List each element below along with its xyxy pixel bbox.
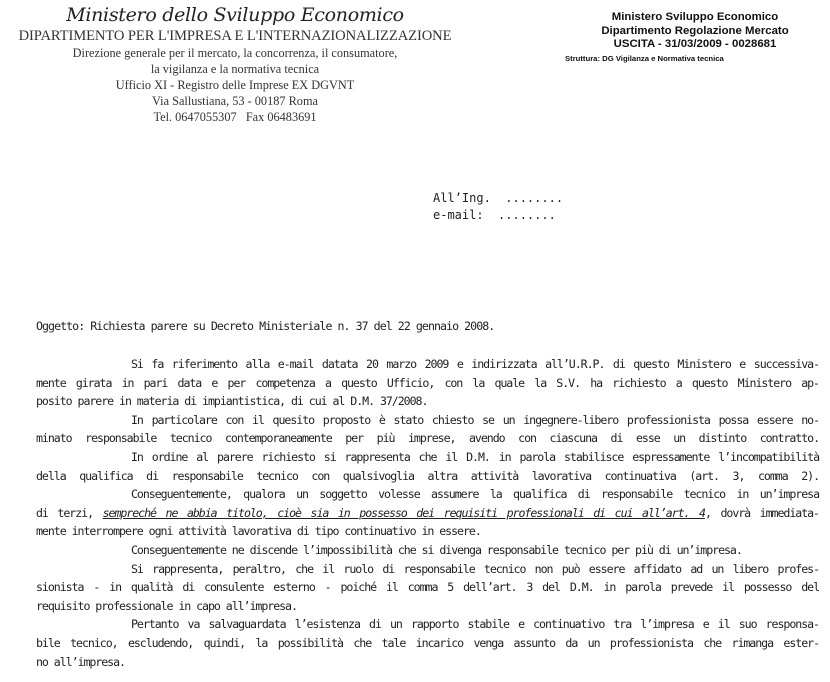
paragraph-line: no all’impresa. [36,654,125,669]
ministry-name: Ministero dello Sviluppo Economico [66,4,404,26]
paragraph-5 [36,541,819,560]
office-name: Ufficio XI - Registro delle Imprese EX DGVNT [115,78,355,92]
emphasized-clause: sempreché ne abbia titolo, cioè sia in possesso dei requisiti professionali di cui all’art. 4 [102,505,705,520]
paragraph-line: mente interrompere ogni attività lavorativa di tipo continuativo in essere. [36,524,481,539]
paragraph-3 [36,448,819,485]
protocol-line-1: Ministero Sviluppo Economico [611,11,779,23]
paragraph-line: requisito professionale in capo all’impresa. [36,598,297,613]
recipient-name: All’Ing. ........ [433,191,564,205]
paragraph-line: Conseguentemente, qualora un soggetto volesse assumere la qualifica di responsabile tecnico in un’impresa [131,487,819,502]
paragraph-line: sionista - in qualità di consulente esterno - poiché il comma 5 dell’art. 3 del D.M. in parola prevede il possesso del [36,580,819,595]
protocol-structure: Struttura: DG Vigilanza e Normativa tecnica [565,53,724,63]
subject-line: Oggetto: Richiesta parere su Decreto Ministeriale n. 37 del 22 gennaio 2008. [36,319,495,333]
paragraph-line: Si rappresenta, peraltro, che il ruolo di responsabile tecnico non può essere affidato ad un libero profes- [131,561,819,576]
recipient-email: e-mail: ........ [433,208,556,222]
paragraph-4 [36,485,819,541]
paragraph-line-emphasis [36,504,819,523]
paragraph-line: minato responsabile tecnico contemporaneamente per più imprese, avendo con ciascuna di esse un distinto contratto. [36,431,819,446]
paragraph-2 [36,411,819,448]
paragraph-1 [36,355,819,411]
paragraph-6 [36,560,819,616]
recipient-block [433,190,563,224]
office-address: Via Sallustiana, 53 - 00187 Roma [152,94,318,108]
text-fragment: di terzi, [36,505,103,520]
letterhead [0,2,470,125]
paragraph-line: della qualifica di responsabile tecnico con qualsivoglia altra attività lavorativa continuativa (art. 3, comma 2). [36,468,819,483]
paragraph-7 [36,615,819,671]
directorate-line-2: la vigilanza e la normativa tecnica [150,62,320,76]
paragraph-line: Pertanto va salvaguardata l’esistenza di un rapporto stabile e continuativo tra l’impresa e il suo responsa- [131,617,819,632]
paragraph-line: posito parere in materia di impiantistica, di cui al D.M. 37/2008. [36,394,428,409]
phone-fax: Tel. 0647055307 Fax 06483691 [153,110,317,124]
protocol-number: USCITA - 31/03/2009 - 0028681 [613,38,777,50]
paragraph-line: In ordine al parere richiesto si rappresenta che il D.M. in parola stabilisce espressamente l’incompatibilità [131,449,819,464]
letter-body [36,355,819,671]
paragraph-line: In particolare con il quesito proposto è stato chiesto se un ingegnere-libero professionista possa essere no- [131,412,819,427]
protocol-line-2: Dipartimento Regolazione Mercato [601,24,789,37]
paragraph-line: bile tecnico, escludendo, quindi, la possibilità che tale incarico venga assunto da un professionista che rimanga ester- [36,635,819,650]
text-fragment: , dovrà immediata- [704,505,819,520]
department-name: DIPARTIMENTO PER L'IMPRESA E L'INTERNAZIONALIZZAZIONE [18,28,452,44]
directorate-line-1: Direzione generale per il mercato, la concorrenza, il consumatore, [72,46,398,60]
protocol-stamp [560,11,830,64]
paragraph-line: Si fa riferimento alla e-mail datata 20 marzo 2009 e indirizzata all’U.R.P. di questo Ministero e successiva- [131,357,819,371]
paragraph-line: Conseguentemente ne discende l’impossibilità che si divenga responsabile tecnico per più di un’impresa. [131,542,742,557]
paragraph-line: mente girata in pari data e per competenza a questo Ufficio, con la quale la S.V. ha richiesto a questo Ministero ap- [36,375,819,390]
